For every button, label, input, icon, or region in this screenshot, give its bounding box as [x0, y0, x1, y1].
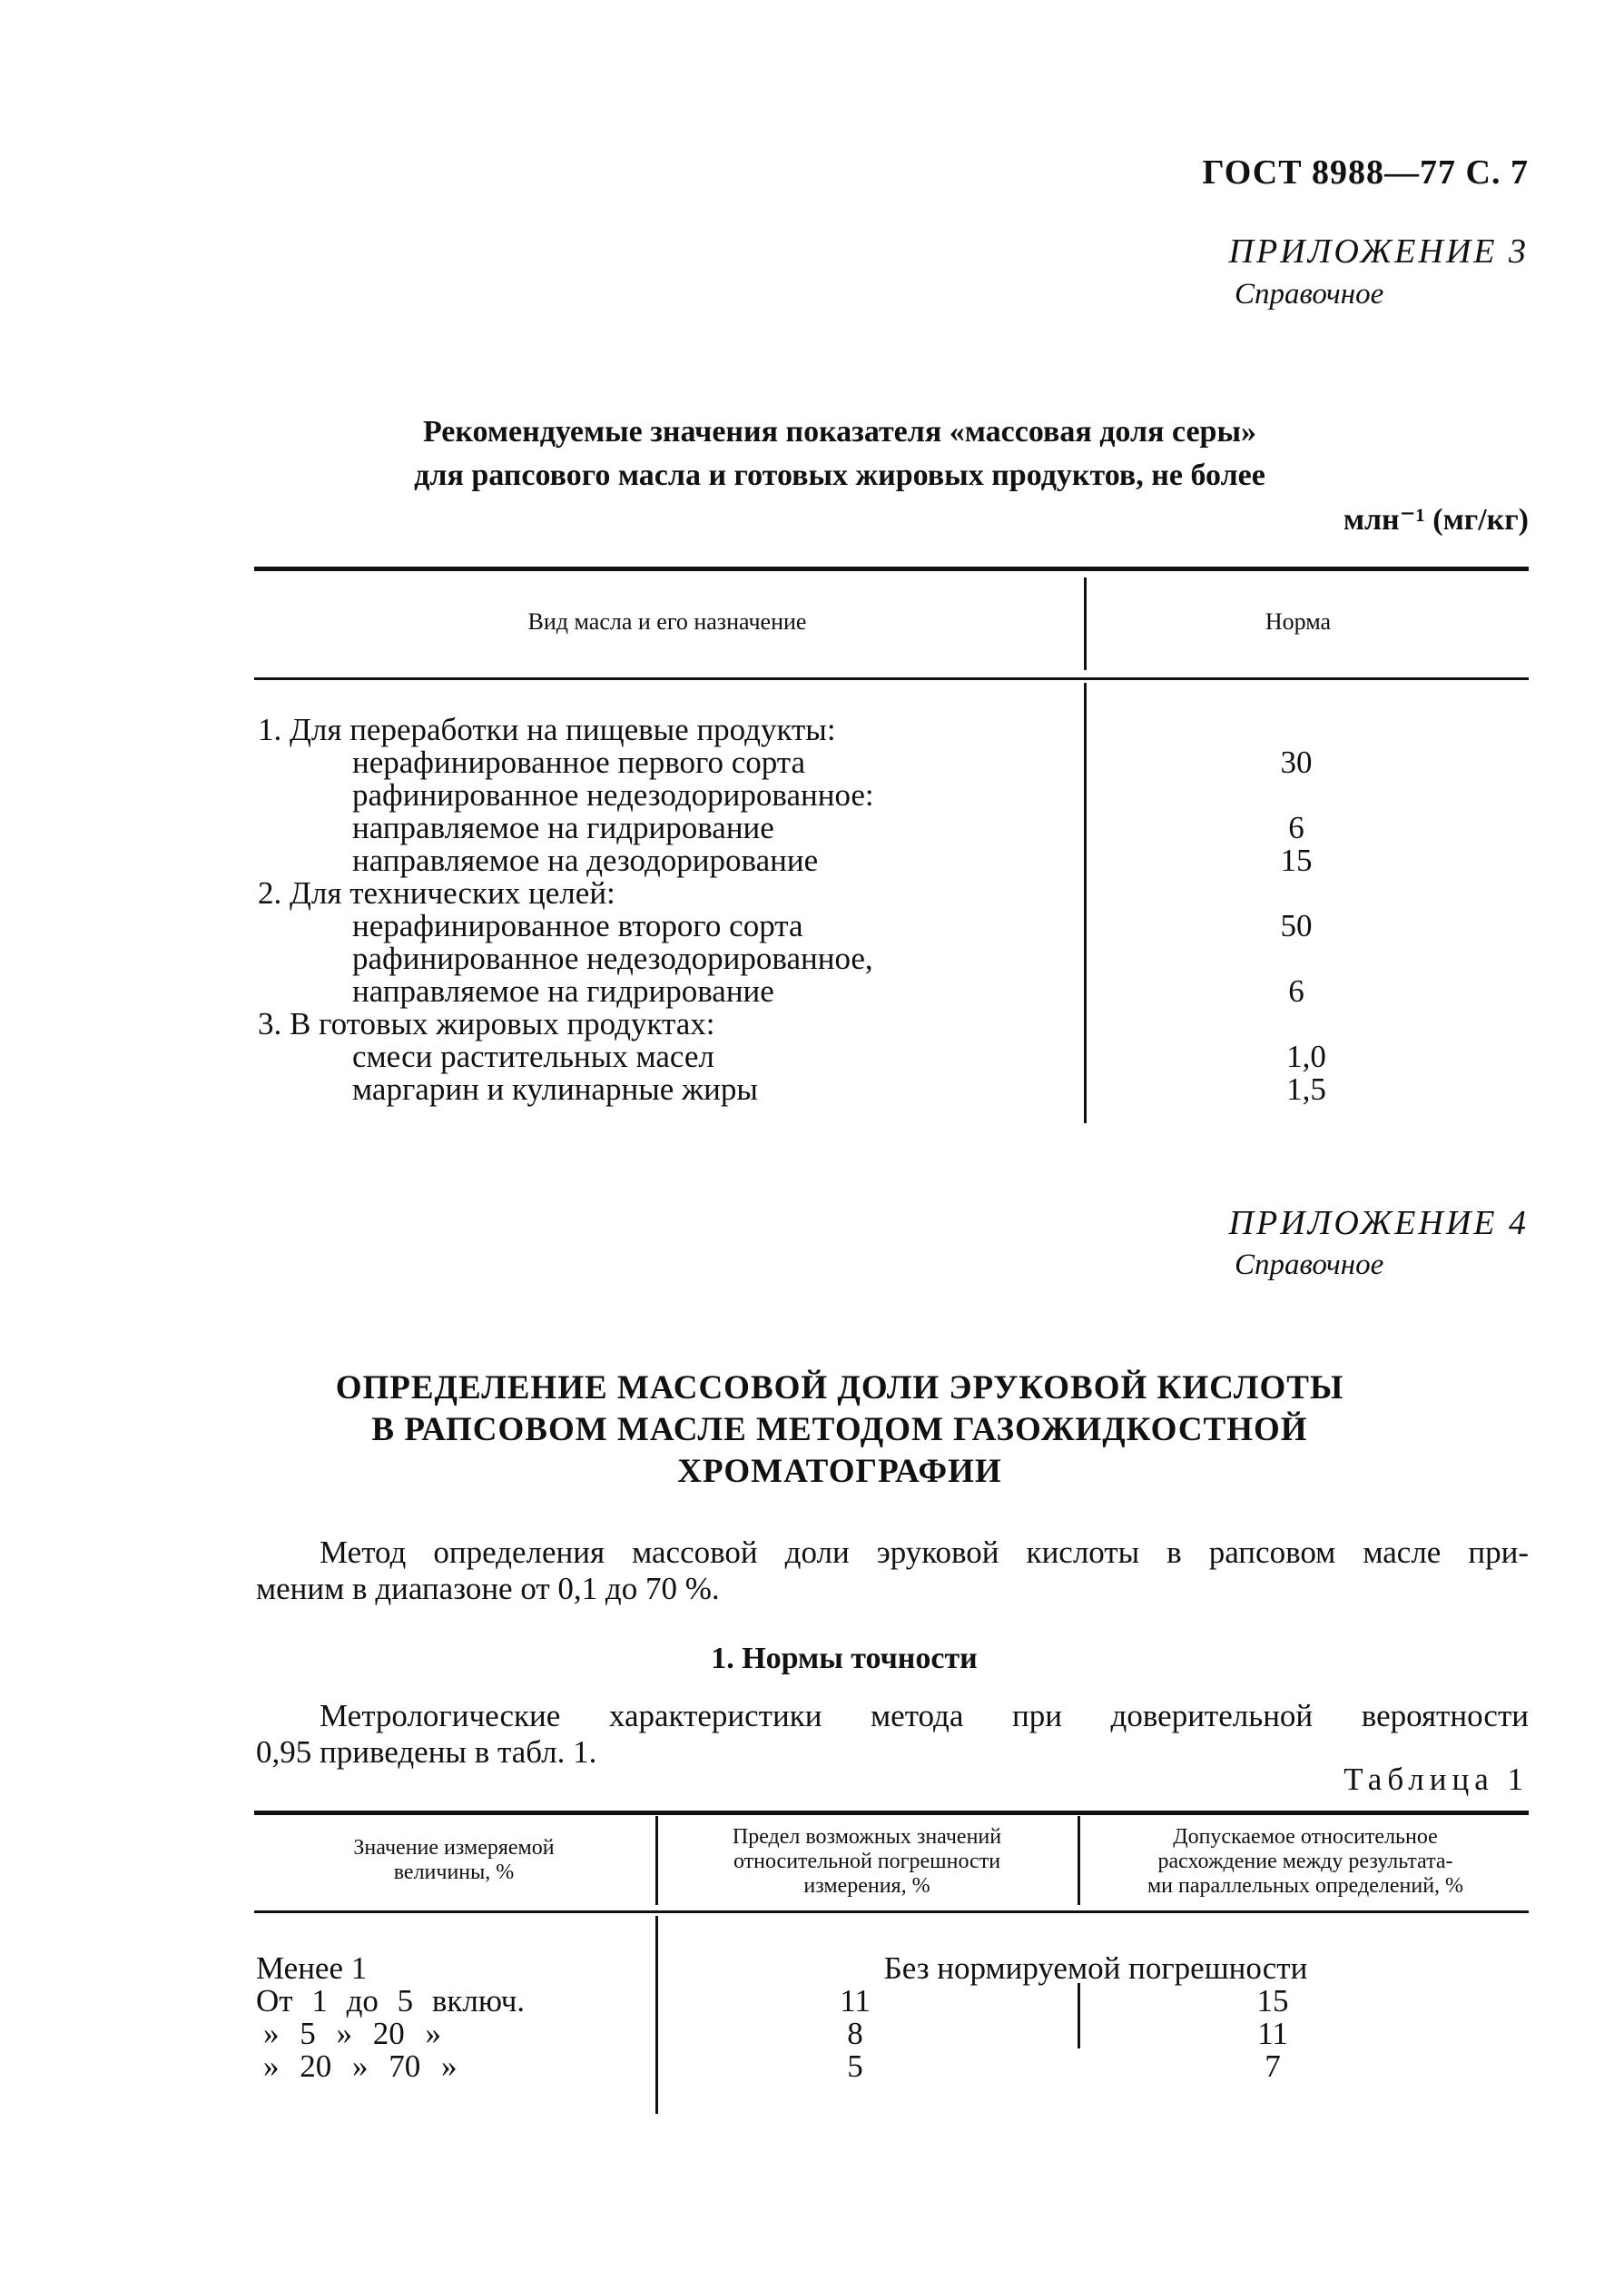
table-header-rule: [254, 677, 1529, 680]
table-top-rule: [254, 567, 1529, 571]
table-row: 3. В готовых жировых продуктах:: [258, 1006, 715, 1041]
table-col-type-header: Вид масла и его назначение: [527, 608, 807, 635]
section1-title: 1. Нормы точности: [711, 1642, 978, 1675]
table-span-value: Без нормируемой погрешности: [883, 1950, 1308, 1986]
table-row: нерафинированное первого сорта: [352, 745, 806, 780]
table-top-rule: [254, 1811, 1529, 1815]
table-body-divider: [655, 1916, 658, 2114]
section1-line2: 0,95 приведены в табл. 1.: [256, 1734, 597, 1770]
table-row: Менее 1: [256, 1950, 368, 1986]
table-body-divider: [1078, 1983, 1080, 2048]
table-value: 6: [1288, 810, 1304, 845]
table-row: От 1 до 5 включ.: [256, 1983, 526, 2018]
table-row: нерафинированное второго сорта: [352, 908, 803, 943]
table-value: 15: [1256, 1983, 1289, 2018]
table-value: 7: [1265, 2048, 1281, 2084]
appendix4-title: ПРИЛОЖЕНИЕ 4: [1228, 1204, 1529, 1242]
table-value: 50: [1280, 908, 1313, 943]
table-label: Таблица 1: [1343, 1762, 1529, 1797]
table-value: 5: [847, 2048, 863, 2084]
table-value: 11: [1257, 2016, 1288, 2051]
table-col-value-header: Значение измеряемой величины, %: [353, 1836, 555, 1884]
table-row: рафинированное недезодорированное,: [352, 941, 873, 976]
table-row: » 5 » 20 »: [263, 2016, 441, 2051]
table-row: маргарин и кулинарные жиры: [352, 1071, 758, 1107]
table-header-divider: [1078, 1816, 1080, 1905]
table-value: 8: [847, 2016, 863, 2051]
intro-line1: Метод определения массовой доли эруковой кислоты в рапсовом масле при-: [320, 1535, 1529, 1570]
appendix4-subtitle: Справочное: [1235, 1249, 1384, 1281]
table-value: 30: [1280, 745, 1313, 780]
appendix4-heading-line3: ХРОМАТОГРАФИИ: [677, 1453, 1002, 1490]
table-header-divider: [655, 1816, 658, 1905]
table-row: 1. Для переработки на пищевые продукты:: [258, 712, 836, 747]
table-row: 2. Для технических целей:: [258, 875, 615, 911]
table-header-divider: [1084, 577, 1087, 670]
table-row: » 20 » 70 »: [263, 2048, 458, 2084]
intro-line2: меним в диапазоне от 0,1 до 70 %.: [256, 1571, 720, 1606]
table-header-rule: [254, 1910, 1529, 1913]
table-value: 15: [1280, 843, 1313, 878]
table-row: направляемое на гидрирование: [352, 810, 774, 845]
table-row: направляемое на гидрирование: [352, 973, 774, 1009]
appendix3-heading-line1: Рекомендуемые значения показателя «массовая доля серы»: [422, 415, 1257, 449]
table-row: рафинированное недезодорированное:: [352, 777, 874, 813]
table-value: 11: [840, 1983, 871, 2018]
section1-line1: Метрологические характеристики метода при доверительной вероятности: [320, 1698, 1529, 1733]
appendix3-title: ПРИЛОЖЕНИЕ 3: [1228, 232, 1529, 271]
table-col-divergence-header: Допускаемое относительное расхождение между результата- ми параллельных определений, %: [1147, 1825, 1464, 1898]
table-row: направляемое на дезодорирование: [352, 843, 819, 878]
table-col-limit-header: Предел возможных значений относительной погрешности измерения, %: [732, 1825, 1002, 1898]
table-row: смеси растительных масел: [352, 1039, 714, 1074]
appendix4-heading-line2: В РАПСОВОМ МАСЛЕ МЕТОДОМ ГАЗОЖИДКОСТНОЙ: [371, 1411, 1308, 1448]
appendix3-unit: млн⁻¹ (мг/кг): [1343, 503, 1529, 537]
table-value: 1,5: [1286, 1071, 1326, 1107]
table-body-divider: [1084, 683, 1087, 1123]
appendix3-heading-line2: для рапсового масла и готовых жировых продуктов, не более: [414, 459, 1265, 492]
table-value: 6: [1288, 973, 1304, 1009]
page-header: ГОСТ 8988—77 С. 7: [1202, 153, 1529, 192]
table-col-norm-header: Норма: [1265, 608, 1332, 635]
appendix4-heading-line1: ОПРЕДЕЛЕНИЕ МАССОВОЙ ДОЛИ ЭРУКОВОЙ КИСЛОТЫ: [335, 1369, 1344, 1406]
appendix3-subtitle: Справочное: [1235, 278, 1384, 311]
table-value: 1,0: [1286, 1039, 1326, 1074]
